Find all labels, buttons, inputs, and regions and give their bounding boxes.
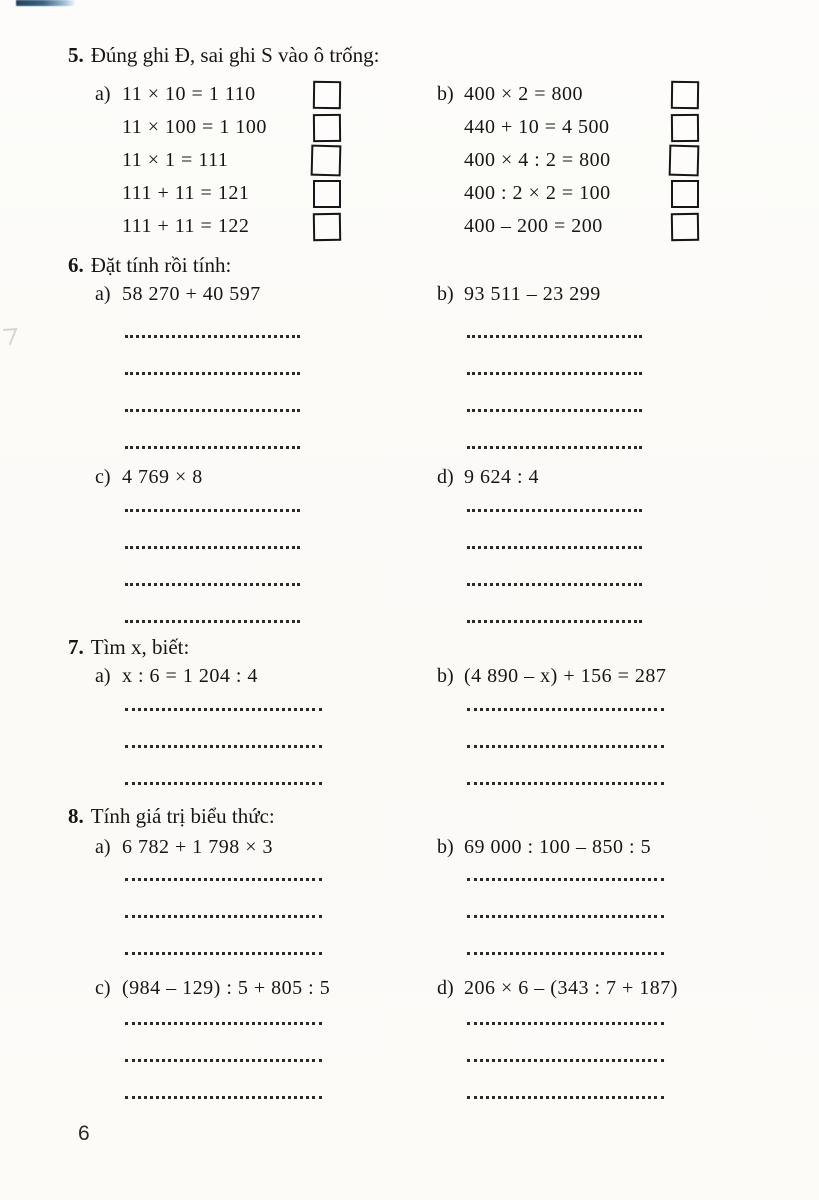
exercise-title: Đúng ghi Đ, sai ghi S vào ô trống: bbox=[90, 43, 380, 67]
answer-line[interactable] bbox=[467, 866, 664, 881]
answer-line[interactable] bbox=[467, 695, 664, 711]
part-label: b) bbox=[437, 83, 454, 105]
part-label: d) bbox=[437, 977, 454, 999]
answer-line[interactable] bbox=[125, 313, 300, 338]
answer-line[interactable] bbox=[125, 866, 322, 881]
part-label: a) bbox=[95, 283, 111, 305]
equation-row bbox=[95, 210, 341, 243]
exercise-number: 7. bbox=[68, 635, 84, 659]
exercise-title: Tìm x, biết: bbox=[90, 635, 190, 659]
exercise-6-heading bbox=[68, 250, 783, 280]
part-label: b) bbox=[437, 665, 454, 687]
equation-row bbox=[437, 111, 699, 144]
equation: 400 × 4 : 2 = 800 bbox=[464, 149, 611, 171]
answer-line[interactable] bbox=[125, 1025, 322, 1062]
equation-row bbox=[95, 177, 341, 210]
equation: 400 – 200 = 200 bbox=[464, 215, 603, 237]
equation: 11 × 100 = 1 100 bbox=[122, 116, 267, 138]
answer-box[interactable] bbox=[671, 80, 699, 108]
part-label: a) bbox=[95, 83, 111, 105]
answer-line[interactable] bbox=[467, 512, 642, 549]
answer-box[interactable] bbox=[671, 113, 699, 141]
answer-box[interactable] bbox=[313, 80, 341, 108]
expression: 69 000 : 100 – 850 : 5 bbox=[464, 836, 652, 858]
part-label: b) bbox=[437, 283, 454, 305]
exercise-number: 5. bbox=[68, 43, 84, 67]
answer-line[interactable] bbox=[467, 881, 664, 918]
exercise-8-part-c bbox=[95, 977, 437, 1099]
equation: 11 × 1 = 111 bbox=[122, 149, 229, 171]
exercise-8-part-d bbox=[437, 977, 783, 1099]
exercise-6-part-b bbox=[437, 283, 783, 449]
answer-line[interactable] bbox=[125, 918, 322, 955]
answer-line[interactable] bbox=[467, 748, 664, 785]
answer-line[interactable] bbox=[467, 338, 642, 375]
exercise-title: Đặt tính rồi tính: bbox=[90, 253, 232, 277]
exercise-5-column-b bbox=[437, 78, 699, 243]
equation-row bbox=[437, 210, 699, 243]
header-accent-bar bbox=[16, 0, 76, 6]
answer-line[interactable] bbox=[125, 1062, 322, 1099]
exercise-5-heading bbox=[68, 40, 783, 70]
equation-row bbox=[95, 144, 341, 177]
answer-line[interactable] bbox=[125, 881, 322, 918]
exercise-7-part-b bbox=[437, 665, 783, 785]
equation: 400 : 2 × 2 = 100 bbox=[464, 182, 611, 204]
answer-line[interactable] bbox=[467, 496, 642, 512]
exercise-8-part-b bbox=[437, 836, 783, 955]
exercise-6-part-c bbox=[95, 466, 437, 623]
expression: 4 769 × 8 bbox=[122, 466, 203, 488]
equation-row bbox=[437, 177, 699, 210]
exercise-7-heading bbox=[68, 632, 783, 662]
equation-row bbox=[437, 78, 699, 111]
answer-line[interactable] bbox=[467, 375, 642, 412]
answer-box[interactable] bbox=[669, 145, 700, 177]
part-label: a) bbox=[95, 665, 111, 687]
answer-line[interactable] bbox=[467, 711, 664, 748]
answer-line[interactable] bbox=[125, 1007, 322, 1025]
equation-row bbox=[95, 111, 341, 144]
exercise-6-part-d bbox=[437, 466, 783, 623]
exercise-7-part-a bbox=[95, 665, 437, 785]
answer-box[interactable] bbox=[311, 145, 342, 177]
expression: 93 511 – 23 299 bbox=[464, 283, 601, 305]
answer-line[interactable] bbox=[125, 512, 300, 549]
equation: 111 + 11 = 122 bbox=[122, 215, 250, 237]
exercise-number: 6. bbox=[68, 253, 84, 277]
exercise-8-part-a bbox=[95, 836, 437, 955]
answer-line[interactable] bbox=[467, 1007, 664, 1025]
exercise-5 bbox=[68, 40, 783, 243]
part-label: a) bbox=[95, 836, 111, 858]
answer-box[interactable] bbox=[313, 180, 341, 208]
answer-box[interactable] bbox=[671, 212, 699, 240]
answer-line[interactable] bbox=[467, 412, 642, 449]
exercise-5-column-a bbox=[95, 78, 341, 243]
expression: 9 624 : 4 bbox=[464, 466, 540, 488]
exercise-title: Tính giá trị biểu thức: bbox=[90, 804, 275, 828]
answer-line[interactable] bbox=[125, 412, 300, 449]
answer-line[interactable] bbox=[467, 313, 642, 338]
exercise-8-heading bbox=[68, 801, 783, 831]
equation: 440 + 10 = 4 500 bbox=[464, 116, 610, 138]
expression: 206 × 6 – (343 : 7 + 187) bbox=[464, 977, 678, 999]
expression: 58 270 + 40 597 bbox=[122, 283, 261, 305]
answer-line[interactable] bbox=[125, 496, 300, 512]
exercise-6 bbox=[68, 250, 783, 623]
answer-line[interactable] bbox=[125, 338, 300, 375]
expression: (4 890 – x) + 156 = 287 bbox=[464, 665, 667, 687]
answer-line[interactable] bbox=[467, 549, 642, 586]
answer-line[interactable] bbox=[125, 748, 322, 785]
expression: (984 – 129) : 5 + 805 : 5 bbox=[122, 977, 331, 999]
answer-line[interactable] bbox=[125, 711, 322, 748]
part-label: b) bbox=[437, 836, 454, 858]
part-label: c) bbox=[95, 466, 111, 488]
part-label: c) bbox=[95, 977, 111, 999]
answer-line[interactable] bbox=[125, 375, 300, 412]
exercise-6-part-a bbox=[95, 283, 437, 449]
exercise-number: 8. bbox=[68, 804, 84, 828]
equation-row bbox=[437, 144, 699, 177]
answer-line[interactable] bbox=[125, 586, 300, 623]
answer-line[interactable] bbox=[125, 549, 300, 586]
stray-pencil-mark bbox=[3, 327, 19, 347]
answer-box[interactable] bbox=[313, 113, 341, 141]
answer-line[interactable] bbox=[467, 586, 642, 623]
part-label: d) bbox=[437, 466, 454, 488]
exercise-8 bbox=[68, 801, 783, 1099]
answer-box[interactable] bbox=[671, 180, 699, 208]
expression: 6 782 + 1 798 × 3 bbox=[122, 836, 274, 858]
equation: 11 × 10 = 1 110 bbox=[122, 83, 256, 105]
equation-row bbox=[95, 78, 341, 111]
equation: 400 × 2 = 800 bbox=[464, 83, 584, 105]
answer-line[interactable] bbox=[467, 1025, 664, 1062]
answer-line[interactable] bbox=[125, 695, 322, 711]
answer-line[interactable] bbox=[467, 918, 664, 955]
answer-line[interactable] bbox=[467, 1062, 664, 1099]
page-number: 6 bbox=[78, 1122, 90, 1145]
exercise-7 bbox=[68, 632, 783, 785]
expression: x : 6 = 1 204 : 4 bbox=[122, 665, 258, 687]
answer-box[interactable] bbox=[313, 212, 341, 240]
equation: 111 + 11 = 121 bbox=[122, 182, 250, 204]
